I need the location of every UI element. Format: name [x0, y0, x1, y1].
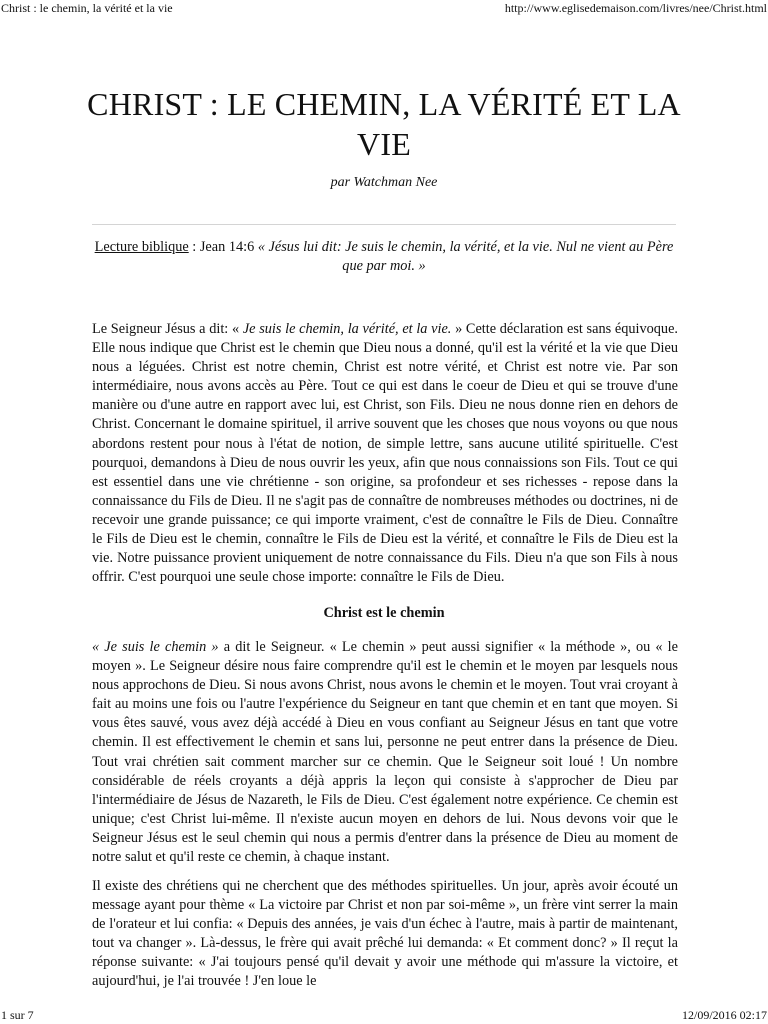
- paragraph-intro-rest: » Cette déclaration est sans équivoque. Elle nous indique que Christ est le chemin que Dieu nous a donné, qu'il est la vérité et la vie que Dieu nous a léguées. Christ est notre chemin, Christ est notre vérité, et Christ est notre vie. Par son intermédiaire, nous avons accès au Père. Tout ce qui est dans le coeur de Dieu et qui se trouve d'une manière ou d'une autre en rapport avec lui, est Christ, son Fils. Dieu ne nous donne rien en dehors de Christ. Concernant le domaine spirituel, il arrive souvent que les choses que nous voyons ou que nous abordons restent pour nous à l'état de notion, de simple lettre, sans aucune utilité spirituelle. C'est pourquoi, demandons à Dieu de nous ouvrir les yeux, afin que nous connaissions son Fils. Tout ce qui est essentiel dans une vie chrétienne - son origine, sa profondeur et ses richesses - repose dans la connaissance du Fils de Dieu. Il ne s'agit pas de connaître de nombreuses méthodes ou doctrines, ni de recevoir une grande puissance; ce qui importe vraiment, c'est de connaître le Fils de Dieu. Connaître le Fils de Dieu est le chemin, connaître le Fils de Dieu est la vérité, et connaître le Fils de Dieu est la vie. Notre puissance provient uniquement de notre connaissance du Fils. Dieu n'a que son Fils à nous offrir. C'est pourquoi une seule chose importe: connaître le Fils de Dieu.: [92, 321, 679, 586]
- bible-reading-quote: « Jésus lui dit: Je suis le chemin, la vérité, et la vie. Nul ne vient au Père que par moi. »: [257, 239, 674, 274]
- print-footer: [0, 1006, 768, 1024]
- footer-page-number: 1 sur 7: [1, 1008, 34, 1022]
- paragraph-chemin-rest: a dit le Seigneur. « Le chemin » peut aussi signifier « la méthode », ou « le moyen ». Le Seigneur désire nous faire comprendre qu'il est le chemin et le moyen par lesquels nous nous approchons de Dieu. Si nous avons Christ, nous avons le chemin et le moyen. Tout vrai croyant à fait au moins une fois ou l'autre l'expérience du Seigneur en tant que chemin et en tant que moyen. Si vous êtes sauvé, vous avez déjà accédé à Dieu en vous confiant au Seigneur Jésus en tant que votre chemin. Il est effectivement le chemin et sans lui, personne ne peut entrer dans la présence de Dieu. Tout vrai chrétien sait comment marcher sur ce chemin. Que le Seigneur soit loué ! Un nombre considérable de réels croyants a déjà appris la leçon qui consiste à s'approcher de Dieu par l'intermédiaire de Jésus de Nazareth, le Fils de Dieu. C'est également notre expérience. Ce chemin est unique; c'est Christ lui-même. Il n'existe aucun moyen en dehors de lui. Nous devons voir que le Seigneur Jésus est le seul chemin qui nous a permis d'entrer dans la présence de Dieu au moment de notre salut et qu'il reste ce chemin, à chaque instant.: [92, 639, 678, 866]
- print-header: [0, 0, 768, 16]
- paragraph-intro-quote: Je suis le chemin, la vérité, et la vie.: [242, 321, 452, 337]
- header-page-title: Christ : le chemin, la vérité et la vie: [1, 1, 173, 15]
- header-url: http://www.eglisedemaison.com/livres/nee/Christ.html: [504, 1, 767, 15]
- paragraph-methodes: Il existe des chrétiens qui ne cherchent que des méthodes spirituelles. Un jour, après avoir écouté un message ayant pour thème « La victoire par Christ et non par soi-même », un frère vint serrer la main de l'orateur et lui confia: « Depuis des années, je vais d'un échec à l'autre, mais à partir de maintenant, tout va changer ». Là-dessus, le frère qui avait prêché lui demanda: « Et comment donc? » Il reçut la réponse suivante: « J'ai toujours pensé qu'il devait y avoir une méthode qui m'assure la victoire, et aujourd'hui, je l'ai trouvée ! J'en loue le: [92, 878, 678, 990]
- horizontal-divider: [92, 224, 676, 225]
- bible-reading-label: Lecture biblique: [94, 239, 189, 255]
- bible-reading-ref: : Jean 14:6: [188, 239, 258, 255]
- paragraph-chemin-quote: « Je suis le chemin »: [92, 639, 219, 655]
- author-line: par Watchman Nee: [330, 175, 438, 190]
- document-title: CHRIST : LE CHEMIN, LA VÉRITÉ ET LA VIE: [87, 86, 681, 162]
- paragraph-intro: [92, 320, 678, 587]
- paragraph-chemin: [92, 638, 678, 867]
- paragraph-intro-lead: Le Seigneur Jésus a dit: «: [92, 321, 243, 337]
- section-heading: Christ est le chemin: [323, 605, 445, 621]
- bible-reading: [92, 238, 676, 276]
- footer-datetime: 12/09/2016 02:17: [681, 1008, 767, 1022]
